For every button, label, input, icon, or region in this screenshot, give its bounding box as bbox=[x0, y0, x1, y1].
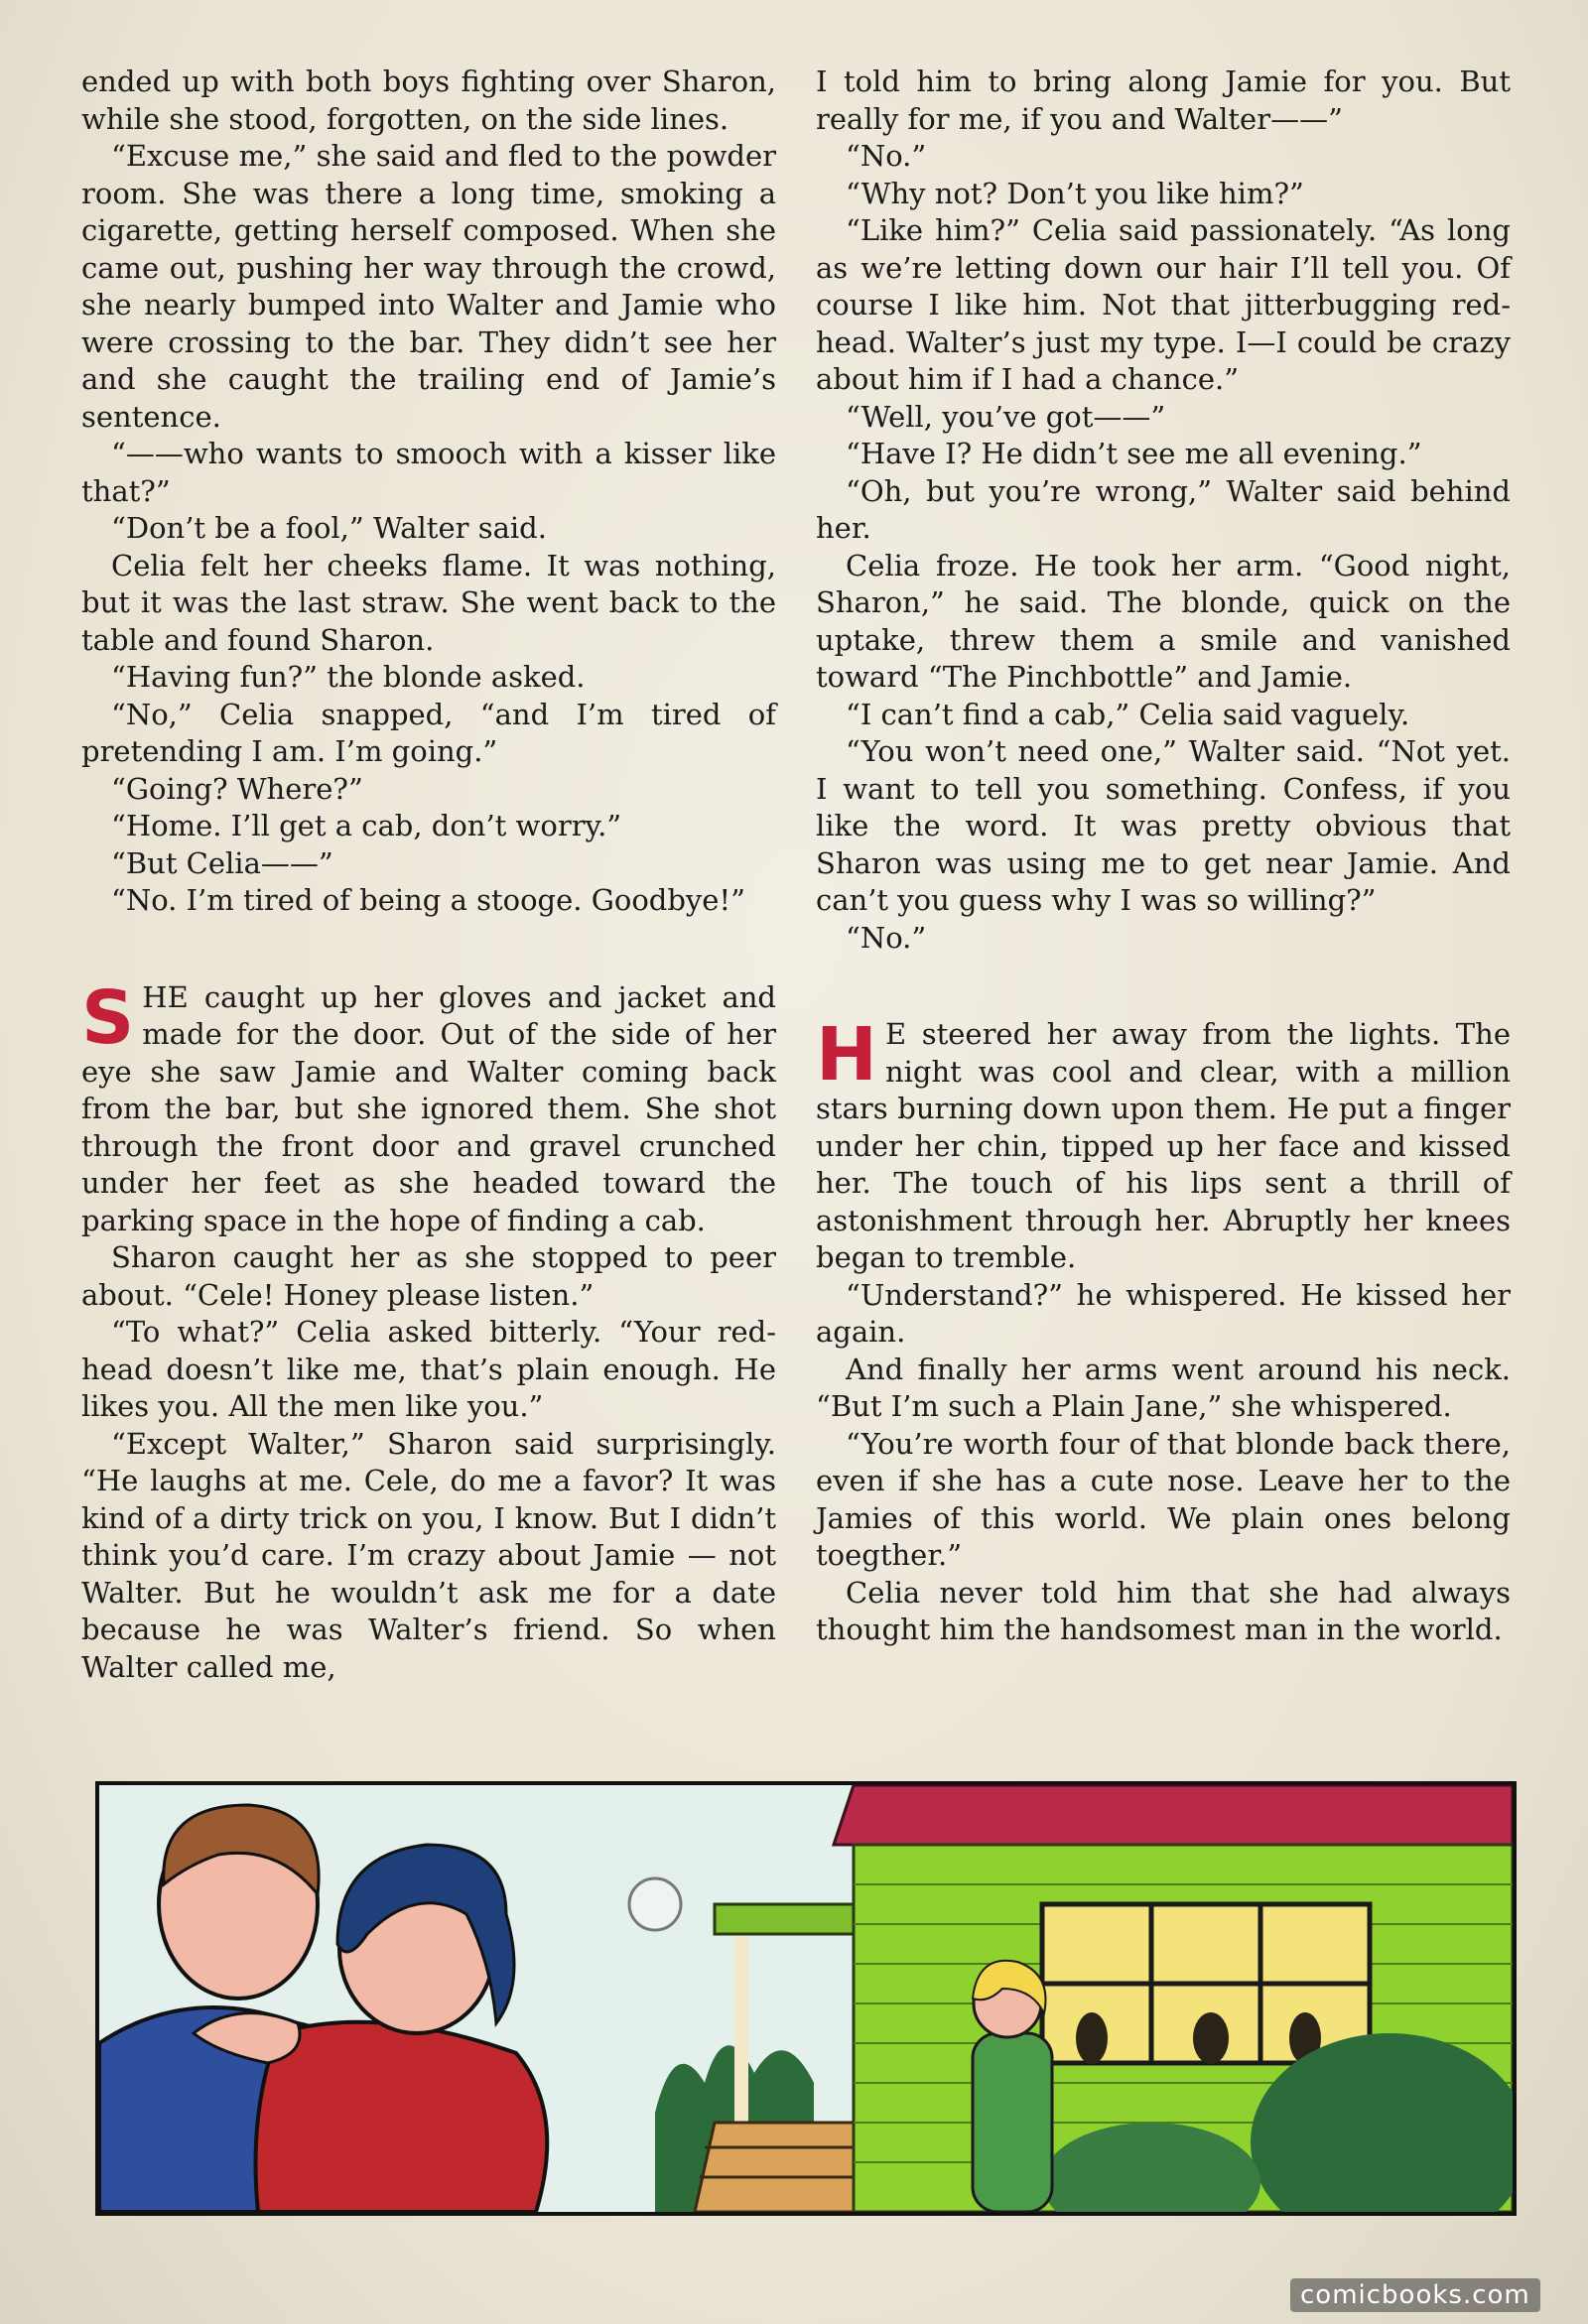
paragraph: “Oh, but you’re wrong,” Walter said behind her. bbox=[816, 473, 1511, 545]
illustration-panel bbox=[95, 1781, 1517, 2216]
paragraph: Celia felt her cheeks flame. It was nothing, but it was the last straw. She went back to the table and found Sharon. bbox=[81, 548, 776, 657]
paragraph: “Don’t be a fool,” Walter said. bbox=[111, 511, 547, 545]
porch-lamp bbox=[629, 1878, 681, 1930]
paragraph: “Excuse me,” she said and fled to the powder room. She was there a long time, smoking a cigarette, getting herself composed. When she came out, pushing her way through the crowd, she nearly bumped into Walter and Jamie who were crossing to the bar. They didn’t see her and she caught the trailing end of Jamie’s sentence. bbox=[81, 139, 776, 434]
paragraph: “To what?” Celia asked bitterly. “Your red-head doesn’t like me, that’s plain enough. He likes you. All the men like you.” bbox=[81, 1315, 776, 1423]
paragraph: “Understand?” he whispered. He kissed her again. bbox=[816, 1277, 1511, 1349]
paragraph: “Except Walter,” Sharon said surprisingly. “He laughs at me. Cele, do me a favor? It was kind of a dirty trick on you, I know. But I didn’t think you’d care. I’m crazy about Jamie — not Walter. But he wouldn’t ask me for a date because he was Walter’s friend. So when Walter called me, bbox=[81, 1426, 776, 1684]
blonde-woman bbox=[973, 1961, 1052, 2212]
left-text-column bbox=[81, 64, 776, 1686]
paragraph: “Home. I’ll get a cab, don’t worry.” bbox=[111, 809, 622, 842]
drop-cap: S bbox=[81, 974, 135, 1061]
section-opening-text: E steered her away from the lights. The night was cool and clear, with a million stars burning down upon them. He put a finger under her chin, tipped up her face and kissed her. The touch of his lips sent a thrill of astonishment through her. Abruptly her knees began to tremble. bbox=[816, 1017, 1511, 1274]
watermark: comicbooks.com bbox=[1290, 2278, 1540, 2312]
paragraph: Celia never told him that she had always thought him the handsomest man in the world. bbox=[816, 1575, 1511, 1646]
embracing-couple-illustration bbox=[99, 1785, 1513, 2212]
paragraph: And finally her arms went around his neck. “But I’m such a Plain Jane,” she whispered. bbox=[816, 1352, 1511, 1423]
paragraph: “I can’t find a cab,” Celia said vaguely. bbox=[846, 697, 1410, 731]
paragraph: I told him to bring along Jamie for you. But really for me, if you and Walter——” bbox=[816, 65, 1511, 136]
paragraph: ended up with both boys fighting over Sharon, while she stood, forgotten, on the side lines. bbox=[81, 65, 776, 136]
paragraph: Celia froze. He took her arm. “Good night, Sharon,” he said. The blonde, quick on the uptake, threw them a smile and vanished toward “The Pinchbottle” and Jamie. bbox=[816, 548, 1511, 694]
paragraph: “No. I’m tired of being a stooge. Goodbye!” bbox=[111, 883, 745, 917]
paragraph: “You won’t need one,” Walter said. “Not yet. I want to tell you something. Confess, if you like the word. It was pretty obvious that Sharon was using me to get near Jamie. And can’t you guess why I was so willing?” bbox=[816, 734, 1511, 917]
right-text-column bbox=[816, 64, 1511, 1649]
paragraph: Sharon caught her as she stopped to peer about. “Cele! Honey please listen.” bbox=[81, 1240, 776, 1312]
paragraph: “No.” bbox=[846, 139, 927, 173]
section-break bbox=[81, 920, 776, 979]
paragraph: “Have I? He didn’t see me all evening.” bbox=[846, 437, 1422, 470]
porch-post bbox=[734, 1924, 748, 2123]
paragraph: “Going? Where?” bbox=[111, 771, 363, 806]
paragraph: “But Celia——” bbox=[111, 845, 333, 880]
section-opening-paragraph bbox=[816, 1012, 1511, 1277]
paragraph: “Well, you’ve got——” bbox=[846, 399, 1166, 434]
paragraph: “You’re worth four of that blonde back there, even if she has a cute nose. Leave her to the Jamies of this world. We plain ones belong toegther.” bbox=[816, 1426, 1511, 1572]
section-break bbox=[816, 957, 1511, 1016]
paragraph: “Why not? Don’t you like him?” bbox=[846, 176, 1304, 210]
house-roof bbox=[834, 1785, 1513, 1845]
section-opening-text: HE caught up her gloves and jacket and made for the door. Out of the side of her eye she saw Jamie and Walter coming back from the bar, but she ignored them. She shot through the front door and gravel crunched under her feet as she headed toward the parking space in the hope of finding a cab. bbox=[81, 979, 776, 1237]
drop-cap: H bbox=[816, 1012, 877, 1097]
paragraph: “——who wants to smooch with a kisser like that?” bbox=[81, 437, 776, 508]
paragraph: “Having fun?” the blonde asked. bbox=[111, 660, 586, 694]
section-opening-paragraph bbox=[81, 974, 776, 1240]
paragraph: “No,” Celia snapped, “and I’m tired of pretending I am. I’m going.” bbox=[81, 697, 776, 768]
paragraph: “No.” bbox=[846, 920, 927, 955]
paragraph: “Like him?” Celia said passionately. “As long as we’re letting down our hair I’ll tell you. Of course I like him. Not that jitterbugging red-head. Walter’s just my type. I—I could be crazy about him if I had a chance.” bbox=[816, 213, 1511, 396]
